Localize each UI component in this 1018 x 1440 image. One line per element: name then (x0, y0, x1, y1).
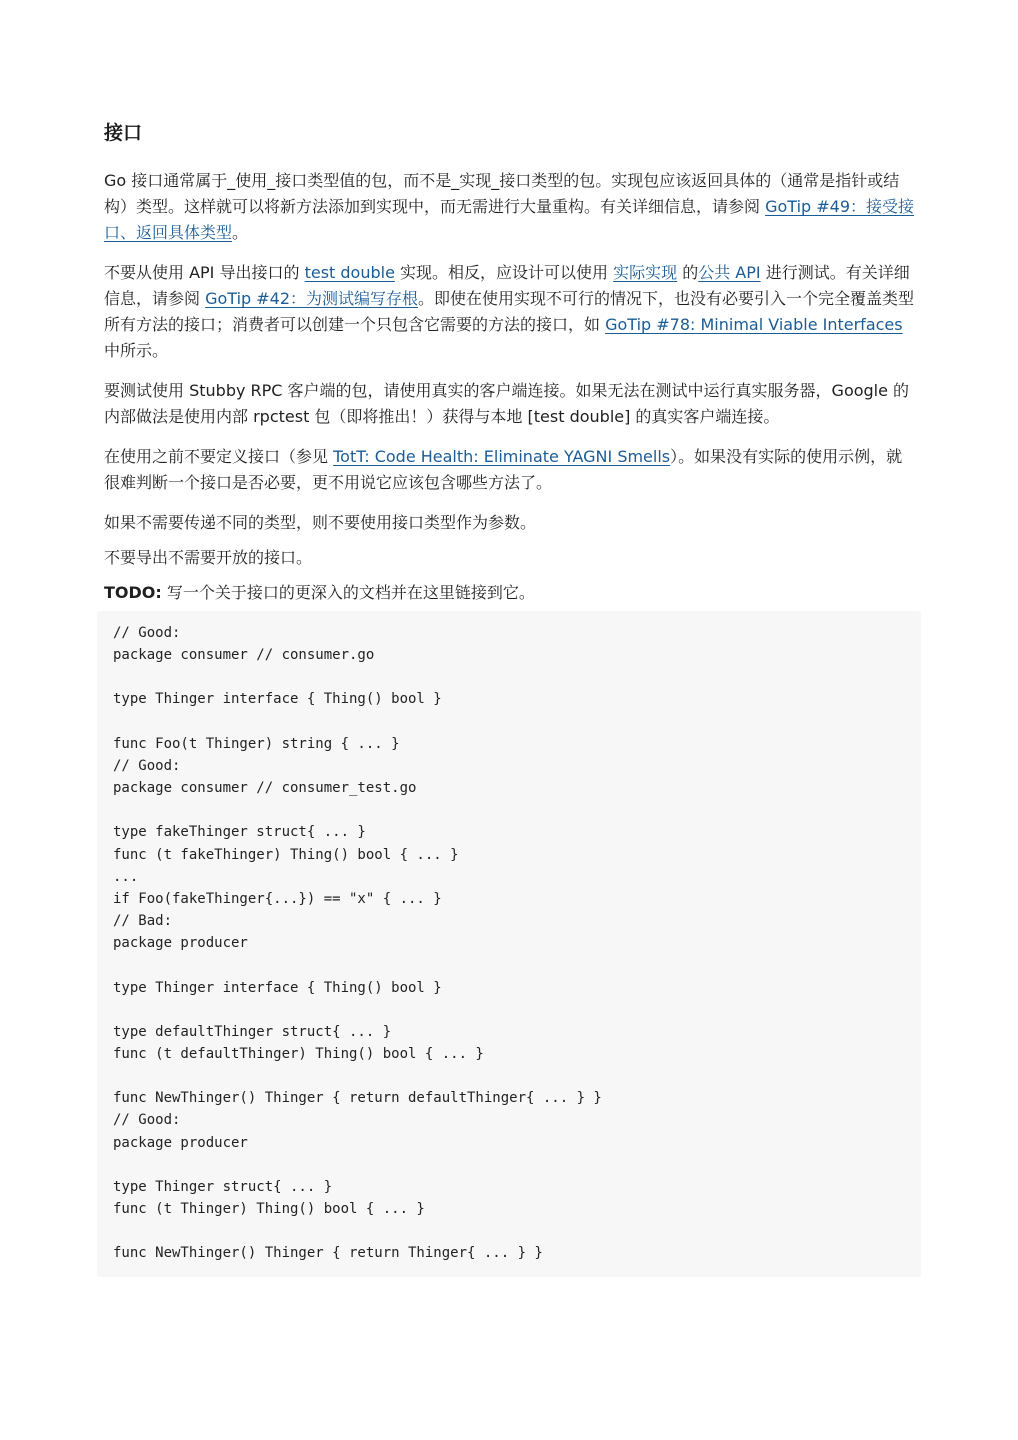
paragraph-stubby-rpc: 要测试使用 Stubby RPC 客户端的包，请使用真实的客户端连接。如果无法在测试中运行真实服务器，Google 的内部做法是使用内部 rpctest 包（即将推出！）获得与本地 [test double] 的真实客户端连接。 (104, 381, 910, 426)
paragraph-text: 不要从使用 API 导出接口的 (104, 263, 305, 282)
paragraph-todo (104, 580, 916, 606)
paragraph-text: 写一个关于接口的更深入的文档并在这里链接到它。 (161, 583, 535, 602)
paragraph-text: Go 接口通常属于_使用_接口类型值的包，而不是_实现_接口类型的包。实现包应该返回具体的（通常是指针或结构）类型。这样就可以将新方法添加到实现中，而无需进行大量重构。有关详细信息，请参阅 (104, 171, 900, 216)
link-real-implementation[interactable]: 实际实现 (613, 263, 678, 282)
code-block (97, 611, 921, 1277)
link-gotip-42[interactable]: GoTip #42：为测试编写存根 (205, 289, 419, 308)
paragraph-text: 。即使在使用实现不可行的情况下，也没有必要引入一个完全覆盖类型所有方法的接口；消费者可以创建一个只包含它需要的方法的接口，如 (104, 289, 915, 334)
code-content: // Good: package consumer // consumer.go type Thinger interface { Thing() bool } func Foo(t Thinger) string { ... } // Good: package consumer // consumer_test.go type fakeThinger struct{ ... } func (t fakeThinger) Thing() bool { ... } ... if Foo(fakeThinger{...}) == "x" { ... } // Bad: package producer type Thinger interface { Thing() bool } type defaultThinger struct{ ... } func (t defaultThinger) Thing() bool { ... } func NewThinger() Thinger { return defaultThinger{ ... } } // Good: package producer type Thinger struct{ ... } func (t Thinger) Thing() bool { ... } func NewThinger() Thinger { return Thinger{ ... } } (113, 625, 602, 1262)
link-gotip-49[interactable]: GoTip #49：接受接口、返回具体类型 (104, 197, 915, 242)
link-test-double[interactable]: test double (304, 263, 395, 282)
paragraph-test-double (104, 260, 916, 364)
paragraph-text: 。 (232, 223, 249, 242)
link-tott-yagni[interactable]: TotT: Code Health: Eliminate YAGNI Smells (333, 447, 671, 466)
paragraph-yagni (104, 444, 916, 496)
todo-label: TODO: (104, 583, 162, 602)
paragraph-text: 进行测试。有关详细信息，请参阅 (104, 263, 910, 308)
paragraph-text: 在使用之前不要定义接口（参见 (104, 447, 334, 466)
document-body (104, 118, 916, 615)
paragraph-text: 的 (677, 263, 699, 282)
paragraph-interface-params: 如果不需要传递不同的类型，则不要使用接口类型作为参数。 (104, 513, 537, 532)
link-gotip-78[interactable]: GoTip #78: Minimal Viable Interfaces (605, 315, 903, 334)
paragraph-text: ）。如果没有实际的使用示例，就很难判断一个接口是否必要，更不用说它应该包含哪些方法了。 (104, 447, 903, 492)
paragraph-text: 实现。相反，应设计可以使用 (394, 263, 614, 282)
link-public-api[interactable]: 公共 API (698, 263, 761, 282)
paragraph-text: 中所示。 (104, 341, 169, 360)
section-heading: 接口 (104, 122, 143, 144)
paragraph-interface-ownership (104, 168, 916, 246)
paragraph-no-export: 不要导出不需要开放的接口。 (104, 548, 313, 567)
